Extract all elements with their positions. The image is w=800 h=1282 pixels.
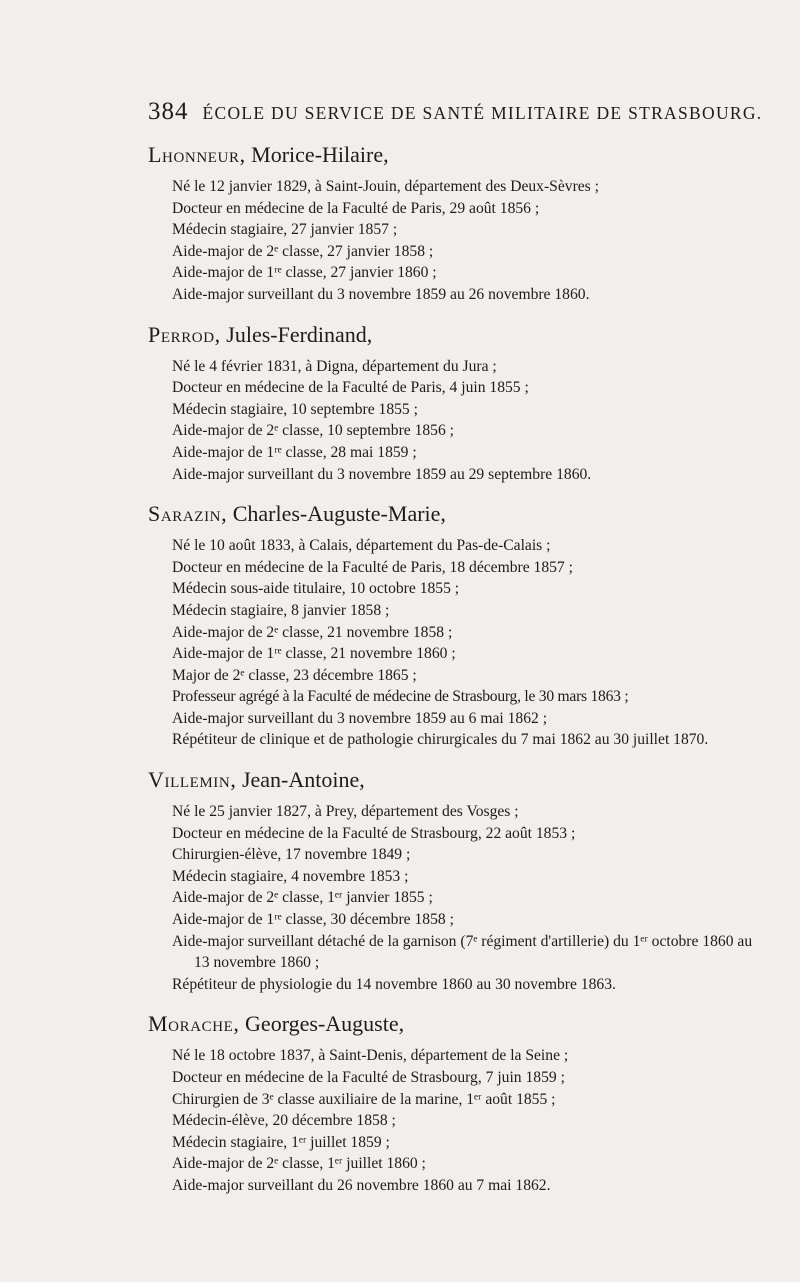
career-list [148, 801, 770, 995]
career-list [148, 1045, 770, 1196]
entry-name [148, 1009, 770, 1039]
career-line: Médecin stagiaire, 8 janvier 1858 ; [172, 601, 390, 619]
entry-given-names: Charles-Auguste-Marie, [232, 501, 446, 527]
entry-villemin [148, 765, 770, 995]
entry-perrod [148, 320, 770, 486]
career-line: Répétiteur de clinique et de pathologie chirurgicales du 7 mai 1862 au 30 juillet 1870. [172, 731, 709, 749]
career-line: Médecin-élève, 20 décembre 1858 ; [172, 1112, 396, 1130]
career-list [148, 176, 770, 306]
career-line: Médecin stagiaire, 1ᵉʳ juillet 1859 ; [172, 1133, 390, 1151]
career-line: Né le 10 août 1833, à Calais, département du Pas-de-Calais ; [172, 537, 551, 555]
career-line: Docteur en médecine de la Faculté de Paris, 4 juin 1855 ; [172, 379, 529, 397]
entry-morache [148, 1009, 770, 1196]
entry-name [148, 320, 770, 350]
career-line: Aide-major de 2ᵉ classe, 1ᵉʳ juillet 1860 ; [172, 1155, 426, 1173]
running-head [148, 98, 763, 126]
entry-name [148, 140, 770, 170]
career-line: Médecin stagiaire, 4 novembre 1853 ; [172, 867, 409, 885]
entry-given-names: Georges-Auguste, [245, 1011, 405, 1037]
career-line: Chirurgien-élève, 17 novembre 1849 ; [172, 846, 411, 864]
career-line: Né le 25 janvier 1827, à Prey, département des Vosges ; [172, 803, 519, 821]
career-line: Aide-major de 2ᵉ classe, 10 septembre 1856 ; [172, 422, 455, 440]
entries-list [148, 140, 770, 1211]
career-line: Docteur en médecine de la Faculté de Strasbourg, 22 août 1853 ; [172, 824, 576, 842]
career-line: Aide-major surveillant du 3 novembre 1859 au 6 mai 1862 ; [172, 709, 548, 727]
page-number: 384 [148, 98, 189, 125]
running-title: ÉCOLE DU SERVICE DE SANTÉ MILITAIRE DE STRASBOURG. [202, 103, 763, 123]
entry-given-names: Jean-Antoine, [241, 767, 365, 793]
career-list [148, 535, 770, 751]
career-line: Né le 4 février 1831, à Digna, département du Jura ; [172, 357, 497, 375]
career-line: Médecin sous-aide titulaire, 10 octobre 1855 ; [172, 580, 460, 598]
career-list [148, 356, 770, 486]
career-line: Aide-major surveillant du 26 novembre 1860 au 7 mai 1862. [172, 1176, 551, 1194]
career-line: Médecin stagiaire, 10 septembre 1855 ; [172, 400, 418, 418]
entry-given-names: Jules-Ferdinand, [226, 321, 373, 347]
entry-surname: Morache, [148, 1011, 240, 1037]
entry-sarazin [148, 499, 770, 751]
career-line: Aide-major de 1ʳᵉ classe, 28 mai 1859 ; [172, 443, 417, 461]
career-line: Aide-major de 1ʳᵉ classe, 30 décembre 1858 ; [172, 911, 454, 929]
career-line: Médecin stagiaire, 27 janvier 1857 ; [172, 221, 398, 239]
career-line: Chirurgien de 3ᵉ classe auxiliaire de la marine, 1ᵉʳ août 1855 ; [172, 1090, 556, 1108]
entry-name [148, 499, 770, 529]
career-line: Docteur en médecine de la Faculté de Strasbourg, 7 juin 1859 ; [172, 1069, 565, 1086]
career-line: Docteur en médecine de la Faculté de Paris, 29 août 1856 ; [172, 199, 540, 217]
career-line: Aide-major surveillant du 3 novembre 1859 au 29 septembre 1860. [172, 465, 592, 483]
career-line: Aide-major de 2ᵉ classe, 27 janvier 1858 ; [172, 242, 434, 260]
entry-surname: Villemin, [148, 767, 237, 793]
career-line: Né le 18 octobre 1837, à Saint-Denis, département de la Seine ; [172, 1047, 569, 1065]
career-line: Né le 12 janvier 1829, à Saint-Jouin, département des Deux-Sèvres ; [172, 178, 599, 195]
career-line: Major de 2ᵉ classe, 23 décembre 1865 ; [172, 666, 417, 684]
entry-surname: Sarazin, [148, 501, 228, 527]
career-line: Aide-major surveillant du 3 novembre 1859 au 26 novembre 1860. [172, 285, 590, 303]
career-line: Aide-major de 1ʳᵉ classe, 27 janvier 1860 ; [172, 264, 437, 282]
entry-surname: Lhonneur, [148, 142, 246, 167]
career-line: Aide-major de 2ᵉ classe, 1ᵉʳ janvier 1855 ; [172, 889, 433, 907]
career-line: Docteur en médecine de la Faculté de Paris, 18 décembre 1857 ; [172, 558, 573, 576]
entry-surname: Perrod, [148, 321, 221, 347]
career-line: Aide-major surveillant détaché de la garnison (7ᵉ régiment d'artillerie) du 1ᵉʳ octobre 1860 au 13 novembre 1860 ; [172, 932, 753, 972]
career-line: Aide-major de 2ᵉ classe, 21 novembre 1858 ; [172, 623, 453, 641]
entry-given-names: Morice-Hilaire, [251, 142, 389, 167]
career-line: Répétiteur de physiologie du 14 novembre 1860 au 30 novembre 1863. [172, 975, 616, 993]
career-line: Professeur agrégé à la Faculté de médecine de Strasbourg, le 30 mars 1863 ; [172, 688, 629, 706]
entry-name [148, 765, 770, 795]
career-line: Aide-major de 1ʳᵉ classe, 21 novembre 1860 ; [172, 645, 456, 663]
entry-lhonneur [148, 140, 770, 306]
